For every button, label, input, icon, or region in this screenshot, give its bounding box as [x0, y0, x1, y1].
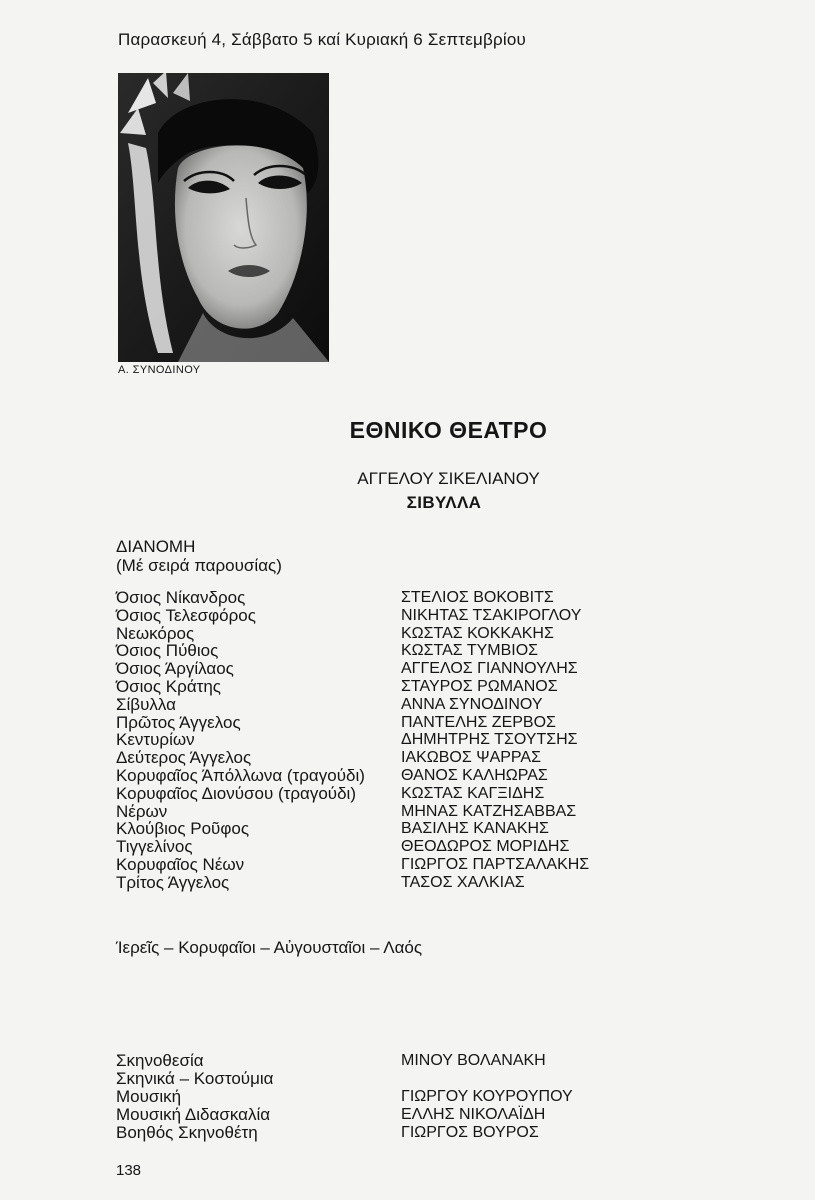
cast-role: Σίβυλλα: [116, 694, 176, 714]
cast-actor: ΔΗΜΗΤΡΗΣ ΤΣΟΥΤΣΗΣ: [401, 731, 578, 749]
crew-role: Μουσική Διδασκαλία: [116, 1105, 271, 1124]
cast-role: Όσιος Νίκανδρος: [116, 588, 246, 607]
cast-actor: ΘΑΝΟΣ ΚΑΛΗΩΡΑΣ: [401, 766, 548, 784]
cast-role: Τρίτος Άγγελος: [116, 872, 230, 892]
play-title: ΣΙΒΥΛΛΑ: [406, 493, 482, 512]
crew-person: ΓΙΩΡΓΟΥ ΚΟΥΡΟΥΠΟΥ: [401, 1088, 573, 1105]
cast-role: Νεωκόρος: [116, 623, 195, 643]
cast-role: Κορυφαῖος Διονύσου (τραγούδι): [116, 783, 356, 803]
chorus-line: Ίερεῖς – Κορυφαῖοι – Αὐγουσταῖοι – Λαός: [116, 938, 423, 957]
crew-person: ΓΙΩΡΓΟΣ ΒΟΥΡΟΣ: [401, 1124, 539, 1141]
cast-actor: ΓΙΩΡΓΟΣ ΠΑΡΤΣΑΛΑΚΗΣ: [401, 855, 590, 873]
portrait-illustration: [118, 73, 329, 362]
crew-person: [401, 1070, 573, 1088]
crew-person: ΜΙΝΟΥ ΒΟΛΑΝΑΚΗ: [401, 1052, 546, 1069]
crew-roles-column: [116, 1052, 273, 1142]
crew-role: Βοηθός Σκηνοθέτη: [116, 1123, 258, 1142]
crew-role: Μουσική: [116, 1087, 182, 1106]
cast-role: Όσιος Άργίλαος: [116, 659, 234, 679]
cast-actor: ΣΤΕΛΙΟΣ ΒΟΚΟΒΙΤΣ: [401, 589, 554, 606]
cast-heading-block: [116, 537, 282, 575]
page-number: 138: [116, 1162, 142, 1179]
cast-role: Όσιος Τελεσφόρος: [116, 605, 256, 625]
cast-role: Δεύτερος Άγγελος: [116, 748, 252, 768]
cast-role: Κλούβιος Ροῦφος: [116, 819, 250, 839]
cast-actor: ΚΩΣΤΑΣ ΤΥΜΒΙΟΣ: [401, 642, 539, 660]
cast-actor: ΙΑΚΩΒΟΣ ΨΑΡΡΑΣ: [401, 749, 541, 767]
play-author: ΑΓΓΕΛΟΥ ΣΙΚΕΛΙΑΝΟΥ: [357, 469, 540, 488]
portrait-photo: [118, 73, 329, 362]
cast-role: Κορυφαῖος Νέων: [116, 854, 245, 874]
cast-actors-column: [401, 589, 589, 892]
crew-people-column: [401, 1052, 573, 1142]
cast-actor: ΚΩΣΤΑΣ ΚΑΓΞΙΔΗΣ: [401, 784, 545, 802]
cast-role: Όσιος Πύθιος: [116, 641, 219, 661]
cast-role: Κεντυρίων: [116, 730, 195, 750]
cast-role: Τιγγελίνος: [116, 837, 193, 857]
cast-actor: ΘΕΟΔΩΡΟΣ ΜΟΡΙΔΗΣ: [401, 838, 570, 856]
cast-actor: ΝΙΚΗΤΑΣ ΤΣΑΚΙΡΟΓΛΟΥ: [401, 606, 582, 624]
header-dates: Παρασκευή 4, Σάββατο 5 καί Κυριακή 6 Σεπτεμβρίου: [118, 30, 526, 49]
cast-actor: ΑΓΓΕΛΟΣ ΓΙΑΝΝΟΥΛΗΣ: [401, 660, 578, 678]
cast-actor: ΒΑΣΙΛΗΣ ΚΑΝΑΚΗΣ: [401, 820, 549, 838]
cast-role: Κορυφαῖος Άπόλλωνα (τραγούδι): [116, 765, 365, 785]
crew-role: Σκηνικά – Κοστούμια: [116, 1069, 274, 1088]
cast-heading: ΔΙΑΝΟΜΗ: [116, 537, 196, 556]
cast-actor: ΚΩΣΤΑΣ ΚΟΚΚΑΚΗΣ: [401, 624, 554, 642]
cast-actor: ΜΗΝΑΣ ΚΑΤΖΗΣΑΒΒΑΣ: [401, 802, 577, 820]
cast-actor: ΣΤΑΥΡΟΣ ΡΩΜΑΝΟΣ: [401, 677, 558, 695]
cast-actor: ΑΝΝΑ ΣΥΝΟΔΙΝΟΥ: [401, 695, 543, 713]
cast-actor: ΤΑΣΟΣ ΧΑΛΚΙΑΣ: [401, 873, 525, 891]
cast-role: Όσιος Κράτης: [116, 676, 222, 696]
cast-role: Νέρων: [116, 801, 168, 821]
crew-person: ΕΛΛΗΣ ΝΙΚΟΛΑΪΔΗ: [401, 1106, 546, 1123]
cast-actor: ΠΑΝΤΕΛΗΣ ΖΕΡΒΟΣ: [401, 713, 556, 731]
photo-caption: Α. ΣΥΝΟΔΙΝΟΥ: [118, 364, 201, 376]
cast-subheading: (Μέ σειρά παρουσίας): [116, 556, 282, 575]
theatre-name: ΕΘΝΙΚΟ ΘΕΑΤΡΟ: [349, 417, 548, 443]
crew-role: Σκηνοθεσία: [116, 1051, 204, 1070]
cast-roles-column: [116, 589, 365, 892]
cast-role: Πρῶτος Άγγελος: [116, 712, 241, 732]
